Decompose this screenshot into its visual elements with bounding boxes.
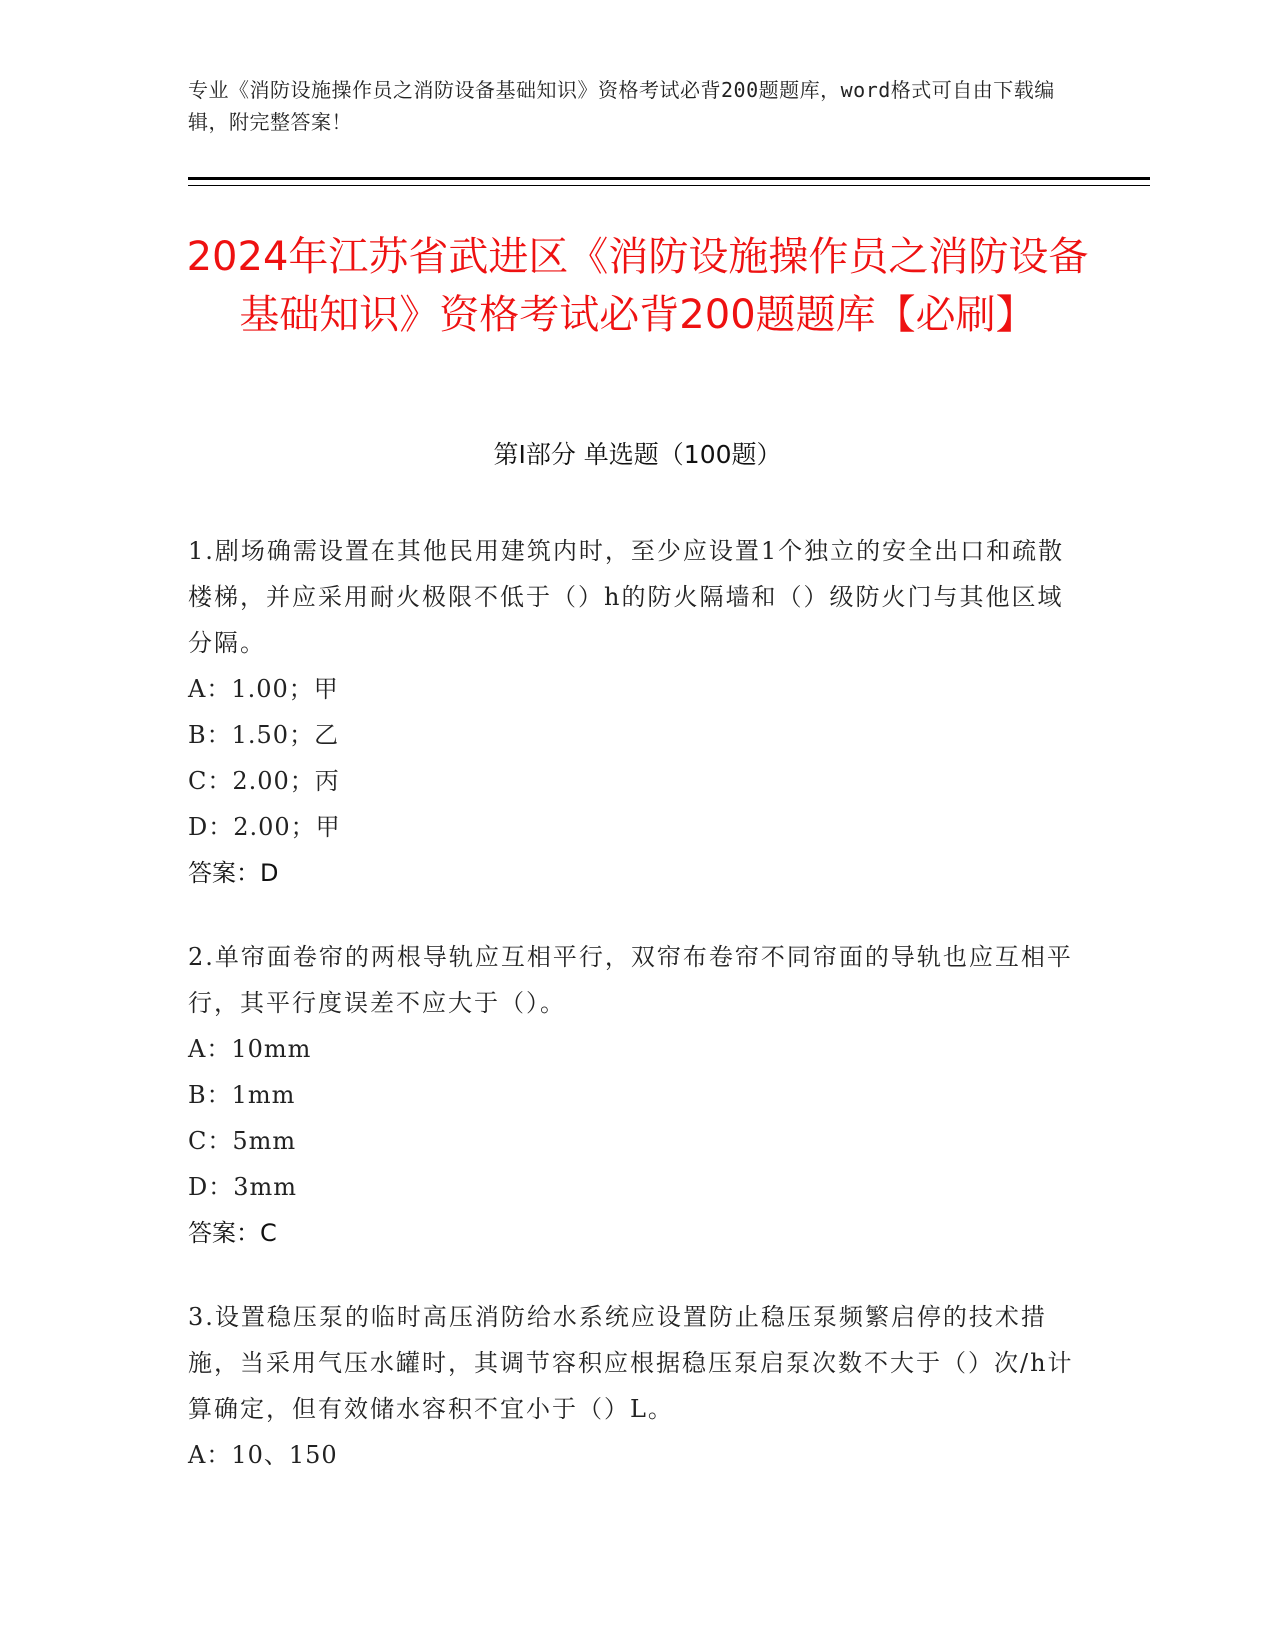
option-b: B：1mm [188,1081,296,1109]
header-divider-thick [188,177,1150,180]
question-2 [188,934,1078,1256]
question-stem: 3.设置稳压泵的临时高压消防给水系统应设置防止稳压泵频繁启停的技术措施，当采用气压水罐时，其调节容积应根据稳压泵启泵次数不大于（）次/h计算确定，但有效储水容积不宜小于（）L。 [188,1303,1074,1423]
section-heading: 第Ⅰ部分 单选题（100题） [493,440,782,469]
option-c: C：5mm [188,1127,297,1155]
question-stem: 1.剧场确需设置在其他民用建筑内时，至少应设置1个独立的安全出口和疏散楼梯，并应采用耐火极限不低于（）h的防火隔墙和（）级防火门与其他区域分隔。 [188,537,1065,657]
question-1 [188,528,1078,896]
question-list [188,528,1078,1516]
option-b: B：1.50；乙 [188,721,340,749]
option-a: A：1.00；甲 [188,675,339,703]
question-3 [188,1294,1078,1478]
option-a: A：10mm [188,1035,312,1063]
option-d: D：2.00；甲 [188,813,341,841]
question-stem: 2.单帘面卷帘的两根导轨应互相平行，双帘布卷帘不同帘面的导轨也应互相平行，其平行度误差不应大于（）。 [188,943,1073,1017]
header-divider-thin [188,185,1150,186]
answer: 答案：D [188,859,279,887]
answer: 答案：C [188,1219,277,1247]
option-c: C：2.00；丙 [188,767,340,795]
header-note: 专业《消防设施操作员之消防设备基础知识》资格考试必背200题题库，word格式可自由下载编辑，附完整答案！ [188,78,1055,134]
option-a: A：10、150 [188,1441,338,1469]
option-d: D：3mm [188,1173,298,1201]
document-title: 2024年江苏省武进区《消防设施操作员之消防设备基础知识》资格考试必背200题题库【必刷】 [186,234,1089,338]
